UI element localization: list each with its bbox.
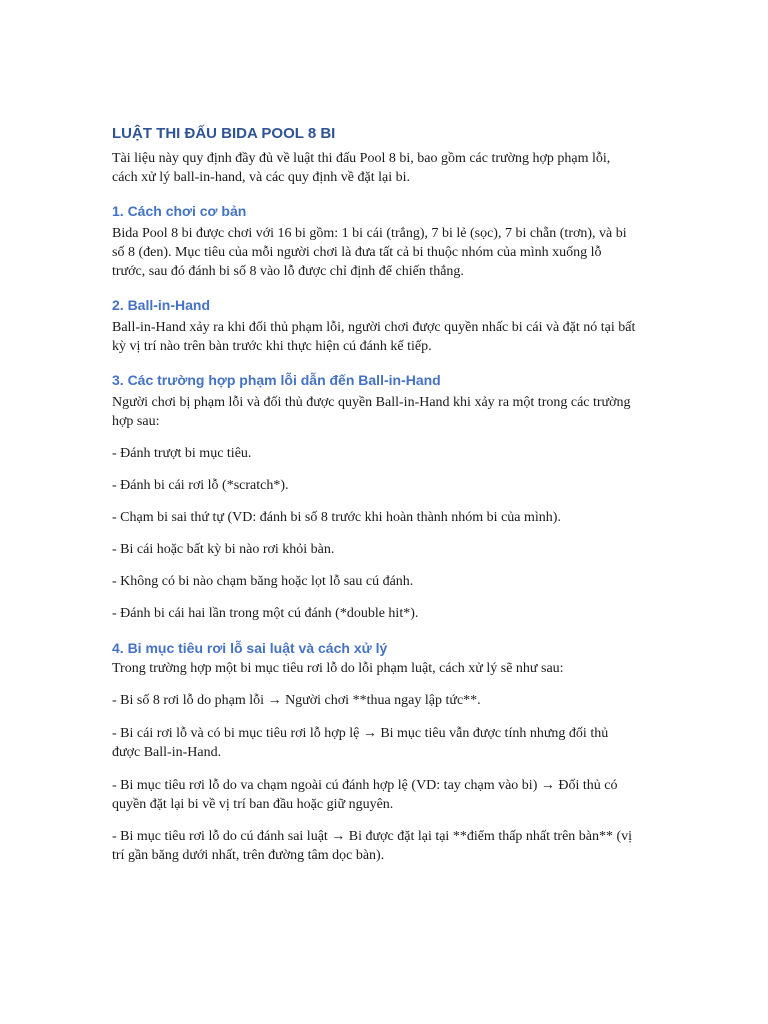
list-item: - Đánh bi cái hai lần trong một cú đánh (*double hit*). <box>112 606 419 621</box>
body-line: trước, sau đó đánh bi số 8 vào lỗ được chỉ định để chiến thắng. <box>112 264 464 279</box>
body-line: Bida Pool 8 bi được chơi với 16 bi gồm: 1 bi cái (trắng), 7 bi lẻ (sọc), 7 bi chẵn (trơn), và bi <box>112 226 627 241</box>
list-item: - Không có bi nào chạm băng hoặc lọt lỗ sau cú đánh. <box>112 574 414 589</box>
body-line: Ball-in-Hand xảy ra khi đối thủ phạm lỗi, người chơi được quyền nhấc bi cái và đặt nó tại bất <box>112 320 636 335</box>
intro-line: Tài liệu này quy định đầy đủ về luật thi đấu Pool 8 bi, bao gồm các trường hợp phạm lỗi, <box>112 151 611 166</box>
list-item: - Đánh trượt bi mục tiêu. <box>112 446 252 461</box>
list-item: - Bi mục tiêu rơi lỗ do cú đánh sai luật → Bi được đặt lại tại **điểm thấp nhất trên bàn** (vị <box>112 829 633 844</box>
list-item: - Bi số 8 rơi lỗ do phạm lỗi → Người chơi **thua ngay lập tức**. <box>112 693 481 708</box>
body-line: Người chơi bị phạm lỗi và đối thủ được quyền Ball-in-Hand khi xảy ra một trong các trường <box>112 395 631 410</box>
document-title: LUẬT THI ĐẤU BIDA POOL 8 BI <box>112 125 336 142</box>
list-item-continuation: trí gần băng dưới nhất, trên đường tâm dọc bàn). <box>112 848 385 863</box>
section-heading-ball-in-hand: 2. Ball-in-Hand <box>112 297 211 313</box>
list-item: - Bi cái rơi lỗ và có bi mục tiêu rơi lỗ hợp lệ → Bi mục tiêu vẫn được tính nhưng đối thủ <box>112 726 609 741</box>
section-heading-basic-play: 1. Cách chơi cơ bản <box>112 203 247 219</box>
section-heading-fouls: 3. Các trường hợp phạm lỗi dẫn đến Ball-in-Hand <box>112 372 441 388</box>
section-heading-illegal-pocket: 4. Bi mục tiêu rơi lỗ sai luật và cách xử lý <box>112 640 388 656</box>
list-item: - Bi cái hoặc bất kỳ bi nào rơi khỏi bàn. <box>112 542 335 557</box>
list-item: - Bi mục tiêu rơi lỗ do va chạm ngoài cú đánh hợp lệ (VD: tay chạm vào bi) → Đối thủ có <box>112 778 618 793</box>
intro-line: cách xử lý ball-in-hand, và các quy định về đặt lại bi. <box>112 170 410 185</box>
body-line: hợp sau: <box>112 414 160 429</box>
body-line: Trong trường hợp một bi mục tiêu rơi lỗ do lỗi phạm luật, cách xử lý sẽ như sau: <box>112 661 564 676</box>
list-item-continuation: được Ball-in-Hand. <box>112 745 222 760</box>
body-line: số 8 (đen). Mục tiêu của mỗi người chơi là đưa tất cả bi thuộc nhóm của mình xuống lỗ <box>112 245 602 260</box>
list-item: - Đánh bi cái rơi lỗ (*scratch*). <box>112 478 289 493</box>
body-line: kỳ vị trí nào trên bàn trước khi thực hiện cú đánh kế tiếp. <box>112 339 432 354</box>
list-item: - Chạm bi sai thứ tự (VD: đánh bi số 8 trước khi hoàn thành nhóm bi của mình). <box>112 510 561 525</box>
list-item-continuation: quyền đặt lại bi về vị trí ban đầu hoặc giữ nguyên. <box>112 797 394 812</box>
